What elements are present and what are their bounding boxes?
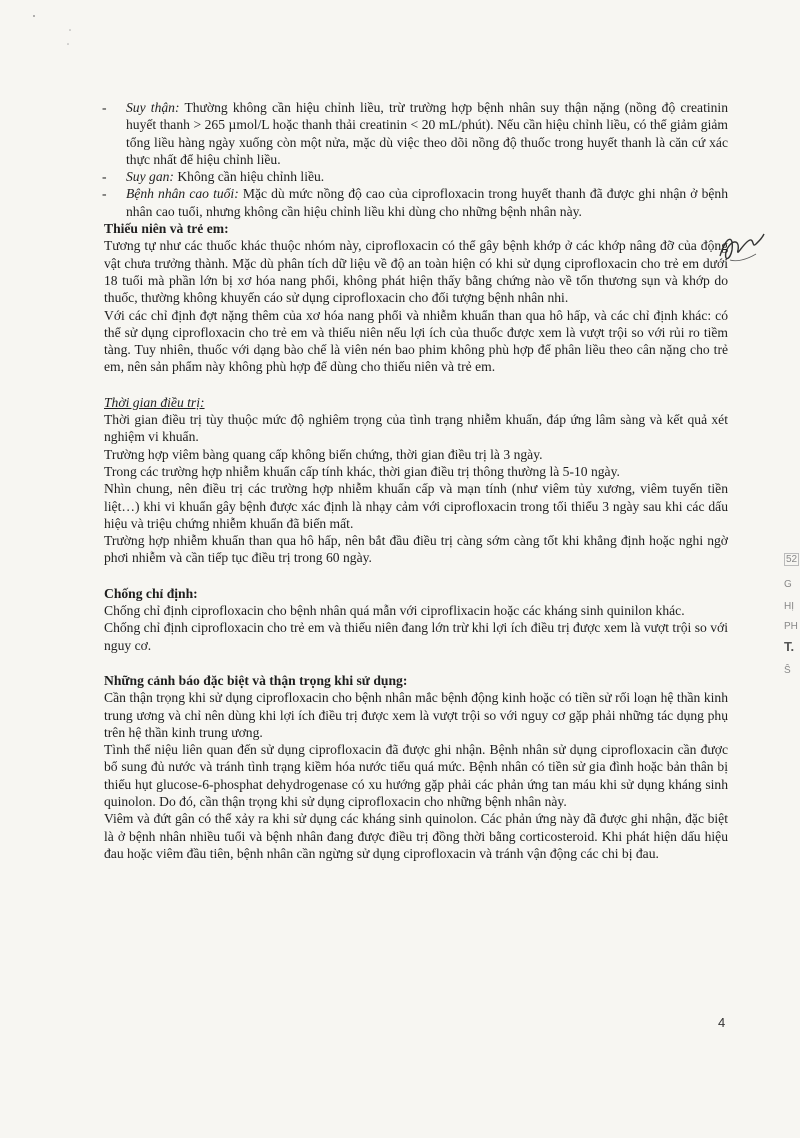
paragraph: Trường hợp nhiễm khuẩn than qua hô hấp, nên bắt đầu điều trị càng sớm càng tốt khi khẳng định hoặc nghi ngờ phơi nhiễm và cần tiếp tục điều trị trong 60 ngày.: [104, 533, 728, 566]
margin-mark: G: [784, 579, 792, 590]
paragraph: Tình thể niệu liên quan đến sử dụng ciprofloxacin đã được ghi nhận. Bệnh nhân sử dụng ciprofloxacin cần được bổ sung đủ nước và tránh tình trạng kiềm hóa nước tiểu quá mức. Bệnh nhân có tiền sử gia đình hoặc bản thân bị thiếu hụt glucose-6-phosphat dehydrogenase có xu hướng gặp phải các phản ứng tan máu khi sử dụng kháng sinh quinolon. Do đó, cần thận trọng khi sử dụng ciprofloxacin cho những bệnh nhân này.: [104, 742, 728, 809]
paragraph: Chống chỉ định ciprofloxacin cho bệnh nhân quá mẫn với ciproflixacin hoặc các kháng sinh quinilon khác.: [104, 603, 685, 619]
margin-mark: PH: [784, 621, 798, 632]
list-item: - Suy thận: Thường không cần hiệu chỉnh liều, trừ trường hợp bệnh nhân suy thận nặng (nồng độ creatinin huyết thanh > 265 µmol/L hoặc thanh thải creatinin < 20 mL/phút). Nếu cần hiệu chỉnh liều, có thể giảm giảm tổng liều hàng ngày xuống còn một nửa, mặc dù việc theo dõi nồng độ thuốc trong huyết thanh là căn cứ xác thực nhất để hiệu chỉnh liều.: [102, 100, 728, 167]
list-item-text: Không cần hiệu chỉnh liều.: [177, 169, 325, 185]
paragraph: Chống chỉ định ciprofloxacin cho trẻ em và thiếu niên đang lớn trừ khi lợi ích điều trị được xem là vượt trội so với nguy cơ.: [104, 620, 728, 653]
list-item-term: Bệnh nhân cao tuổi: [126, 186, 235, 202]
section-heading-contraindications: Chống chỉ định:: [104, 585, 198, 601]
page-number: 4: [718, 1015, 726, 1030]
paragraph: Cần thận trọng khi sử dụng ciprofloxacin cho bệnh nhân mắc bệnh động kinh hoặc có tiền sử rối loạn hệ thần kinh trung ương và chỉ nên dùng khi lợi ích điều trị được xem là vượt trội so với nguy cơ gặp phải những tác dụng phụ trên hệ thần kinh trung ương.: [104, 690, 728, 740]
paragraph: Viêm và đứt gân có thể xảy ra khi sử dụng các kháng sinh quinolon. Các phản ứng này đã được ghi nhận, đặc biệt là ở bệnh nhân nhiều tuổi và bệnh nhân đang được điều trị đồng thời bằng corticosteroid. Khi phát hiện dấu hiệu đau hoặc viêm đầu tiên, bệnh nhân cần ngừng sử dụng ciprofloxacin và tránh vận động các chi bị đau.: [104, 811, 728, 861]
section-heading-children: Thiếu niên và trẻ em:: [104, 221, 229, 237]
paragraph: Trong các trường hợp nhiễm khuẩn cấp tính khác, thời gian điều trị thông thường là 5-10 ngày.: [104, 463, 620, 479]
dosage-adjustment-list: [104, 99, 728, 220]
section-heading-warnings: Những cảnh báo đặc biệt và thận trọng khi sử dụng:: [104, 672, 408, 688]
paragraph: Trường hợp viêm bàng quang cấp không biến chứng, thời gian điều trị là 3 ngày.: [104, 446, 543, 462]
document-body: [104, 99, 728, 862]
list-item: - Suy gan: Không cần hiệu chỉnh liều.: [102, 169, 325, 185]
list-item-term: Suy thận: [126, 100, 175, 115]
list-item: - Bệnh nhân cao tuổi: Mặc dù mức nồng độ cao của ciprofloxacin trong huyết thanh đã được ghi nhận ở bệnh nhân cao tuổi, nhưng không cần hiệu chỉnh liều khi dùng cho những bệnh nhân này.: [102, 186, 728, 219]
list-item-text: Thường không cần hiệu chỉnh liều, trừ trường hợp bệnh nhân suy thận nặng (nồng độ creatinin huyết thanh > 265 µmol/L hoặc thanh thải creatinin < 20 mL/phút). Nếu cần hiệu chỉnh liều, có thể giảm giảm tổng liều hàng ngày xuống còn một nửa, mặc dù việc theo dõi nồng độ thuốc trong huyết thanh là căn cứ xác thực nhất để hiệu chỉnh liều.: [126, 100, 728, 167]
margin-mark: HỊ: [784, 601, 794, 612]
margin-mark: T.: [784, 639, 795, 654]
section-heading-duration: Thời gian điều trị:: [104, 394, 205, 410]
list-item-term: Suy gan: [126, 169, 170, 185]
scan-specks: [28, 10, 88, 50]
margin-mark: Ŝ: [784, 665, 791, 676]
paragraph: Với các chỉ định đợt nặng thêm của xơ hóa nang phổi và nhiễm khuẩn than qua hô hấp, và các chỉ định khác: có thể sử dụng ciprofloxacin cho trẻ em và thiếu niên nếu lợi ích của thuốc được xem là vượt trội so với rủi ro tiềm tàng. Tuy nhiên, thuốc với dạng bào chế là viên nén bao phim không phù hợp để phân liều theo cân nặng cho trẻ em, nên sản phẩm này không phù hợp để dùng cho thiếu niên và trẻ em.: [104, 307, 728, 375]
paragraph: Nhìn chung, nên điều trị các trường hợp nhiễm khuẩn cấp và mạn tính (như viêm tủy xương, viêm tuyến tiền liệt…) khi vi khuẩn gây bệnh được xác định là nhạy cảm với ciprofloxacin trong tối thiểu 3 ngày sau khi các dấu hiệu và triệu chứng nhiễm khuẩn đã biến mất.: [104, 481, 728, 531]
paragraph: Thời gian điều trị tùy thuộc mức độ nghiêm trọng của tình trạng nhiễm khuẩn, đáp ứng lâm sàng và kết quả xét nghiệm vi khuẩn.: [104, 412, 728, 445]
list-item-text: Mặc dù mức nồng độ cao của ciprofloxacin trong huyết thanh đã được ghi nhận ở bệnh nhân cao tuổi, nhưng không cần hiệu chỉnh liều khi dùng cho những bệnh nhân này.: [126, 186, 728, 219]
margin-mark: 52: [786, 554, 798, 565]
paragraph: Tương tự như các thuốc khác thuộc nhóm này, ciprofloxacin có thể gây bệnh khớp ở các khớp nâng đỡ của động vật chưa trưởng thành. Mặc dù phân tích dữ liệu về độ an toàn hiện có khi sử dụng ciprofloxacin cho trẻ em dưới 18 tuổi mà phần lớn bị xơ hóa nang phổi, không phát hiện thấy bằng chứng nào về tổn thương sụn và khớp do thuốc, thường không khuyến cáo sử dụng ciprofloxacin cho đối tượng bệnh nhân nhi.: [104, 238, 728, 306]
